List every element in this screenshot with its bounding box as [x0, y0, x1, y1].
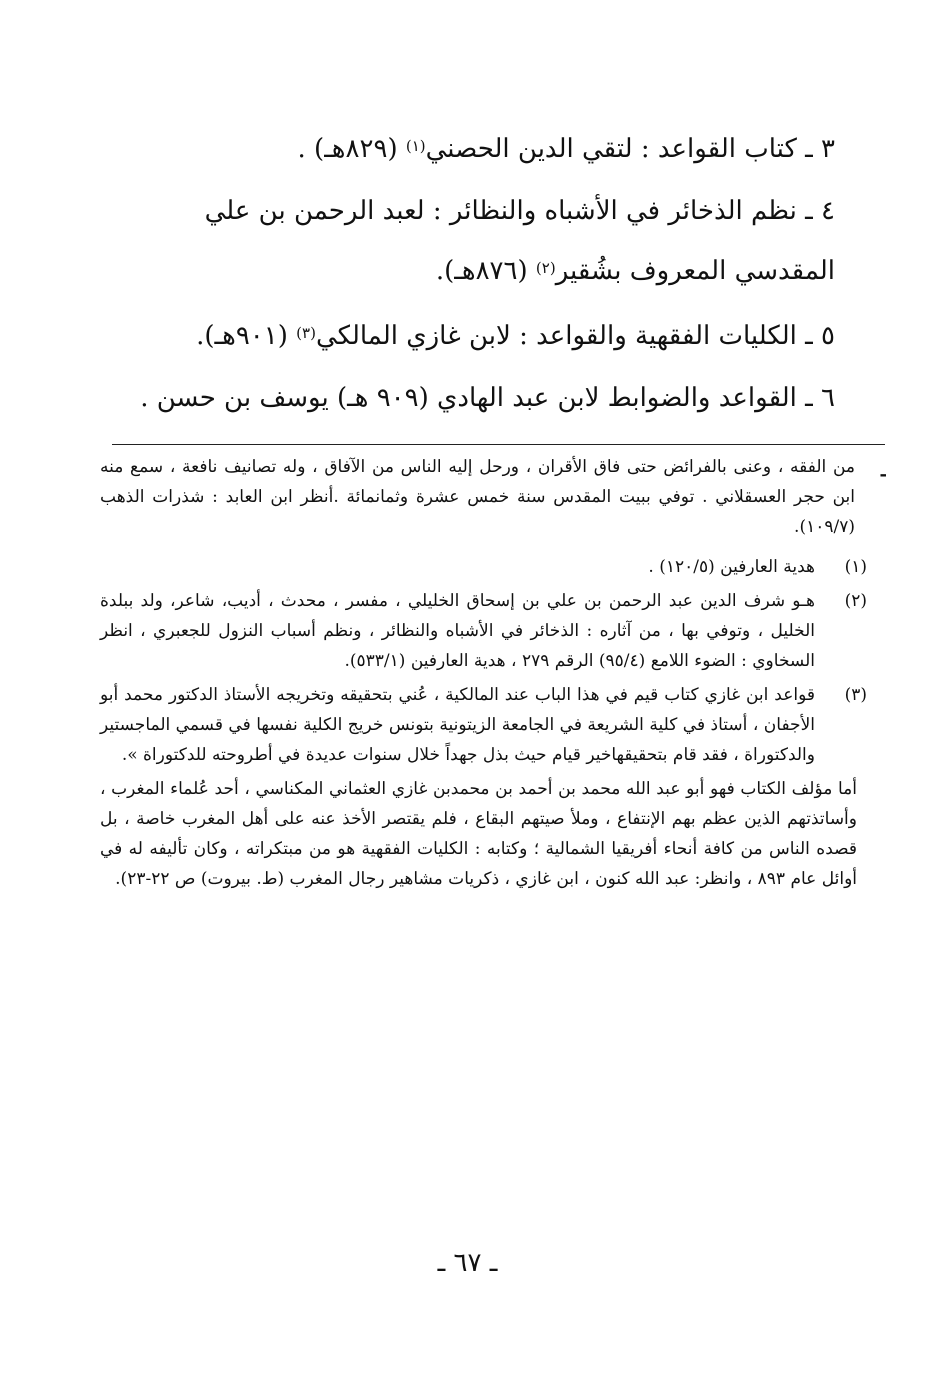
item-date: (٨٢٩هـ) . [297, 134, 406, 164]
footnote-2 [100, 586, 867, 676]
list-item [100, 370, 835, 427]
main-list [100, 118, 835, 432]
item-text: نظم الذخائر في الأشباه والنظائر : لعبد الرحمن بن علي المقدسي المعروف بشُقير [204, 196, 835, 286]
footnote-3-extra: أما مؤلف الكتاب فهو أبو عبد الله محمد بن أحمد بن محمدبن غازي العثماني المكناسي ، أحد عُلماء المغرب ، وأساتذتهم الذين عظم بهم الإنتفاع ، وملأ صيتهم البقاع ، فلم يقتصر الأخذ عنه على أهل المغرب خاصة ، بل قصده الناس من كافة أنحاء أفريقيا الشمالية ؛ وكتابه : الكليات الفقهية هو من مبتكراته ، وكان تأليفه له في أوائل عام ٨٩٣ ، وانظر: عبد الله كنون ، ابن غازي ، ذكريات مشاهير رجال المغرب (ط. بيروت) ص ٢٢-٢٣). [100, 779, 857, 889]
item-number: ٥ ـ [805, 321, 835, 351]
item-text: الكليات الفقهية والقواعد : لابن غازي المالكي [315, 321, 797, 351]
item-text: القواعد والضوابط لابن عبد الهادي (٩٠٩ هـ) يوسف بن حسن . [140, 383, 797, 413]
footnote-1 [100, 552, 867, 582]
footnote-number: (٢) [844, 591, 867, 611]
footnote-3 [100, 680, 867, 770]
footnote-text: قواعد ابن غازي كتاب قيم في هذا الباب عند المالكية ، عُني بتحقيقه وتخريجه الأستاذ الدكتور محمد أبو الأجفان ، أستاذ في كلية الشريعة في الجامعة الزيتونية بتونس خريج الكلية نفسها في قسمي الماجستير والدكتوراة ، فقد قام بتحقيقهاخير قيام حيث بذل جهداً خلال سنوات عديدة في أطروحته للدكتوراة ». [100, 685, 815, 765]
page-number: ـ ٦٧ ـ [437, 1248, 498, 1278]
footnote-ref: (٣) [296, 324, 316, 342]
continuation-marker: - [879, 464, 887, 485]
item-date: (٩٠١هـ). [196, 321, 297, 351]
item-date: (٨٧٦هـ). [435, 256, 536, 286]
footnote-ref: (١) [405, 137, 426, 155]
footnote-continuation: من الفقه ، وعنى بالفرائض حتى فاق الأقران ، ورحل إليه الناس من الآفاق ، وله تصانيف نافعة ، سمع منه ابن حجر العسقلاني . توفي ببيت المقدس سنة خمس عشرة وثمانمائة .أنظر ابن العابد : شذرات الذهب (١٠٩/٧). [100, 457, 855, 537]
item-number: ٦ ـ [805, 383, 835, 413]
list-item [100, 118, 835, 178]
footnote-number: (٣) [844, 685, 867, 705]
item-number: ٣ ـ [805, 134, 835, 164]
footnote-text: هـو شرف الدين عبد الرحمن بن علي بن إسحاق الخليلي ، مفسر ، محدث ، أديب، شاعر، ولد ببلدة الخليل ، وتوفي بها ، من آثاره : الذخائر في الأشباه والنظائر ، ونظم أسباب النزول للجعبري ، انظر السخاوي : الضوء اللامع (٩٥/٤) الرقم ٢٧٩ ، هدية العارفين (٥٣٣/١). [100, 591, 815, 671]
footnote-number: (١) [844, 557, 867, 577]
footnote-separator [112, 444, 885, 445]
list-item [100, 183, 835, 300]
item-number: ٤ ـ [805, 196, 835, 226]
footnotes [100, 452, 887, 894]
footnote-text: هدية العارفين (١٢٠/٥) . [648, 557, 815, 577]
item-text: كتاب القواعد : لتقي الدين الحصني [425, 134, 797, 164]
list-item [100, 305, 835, 365]
footnote-ref: (٢) [535, 259, 556, 277]
